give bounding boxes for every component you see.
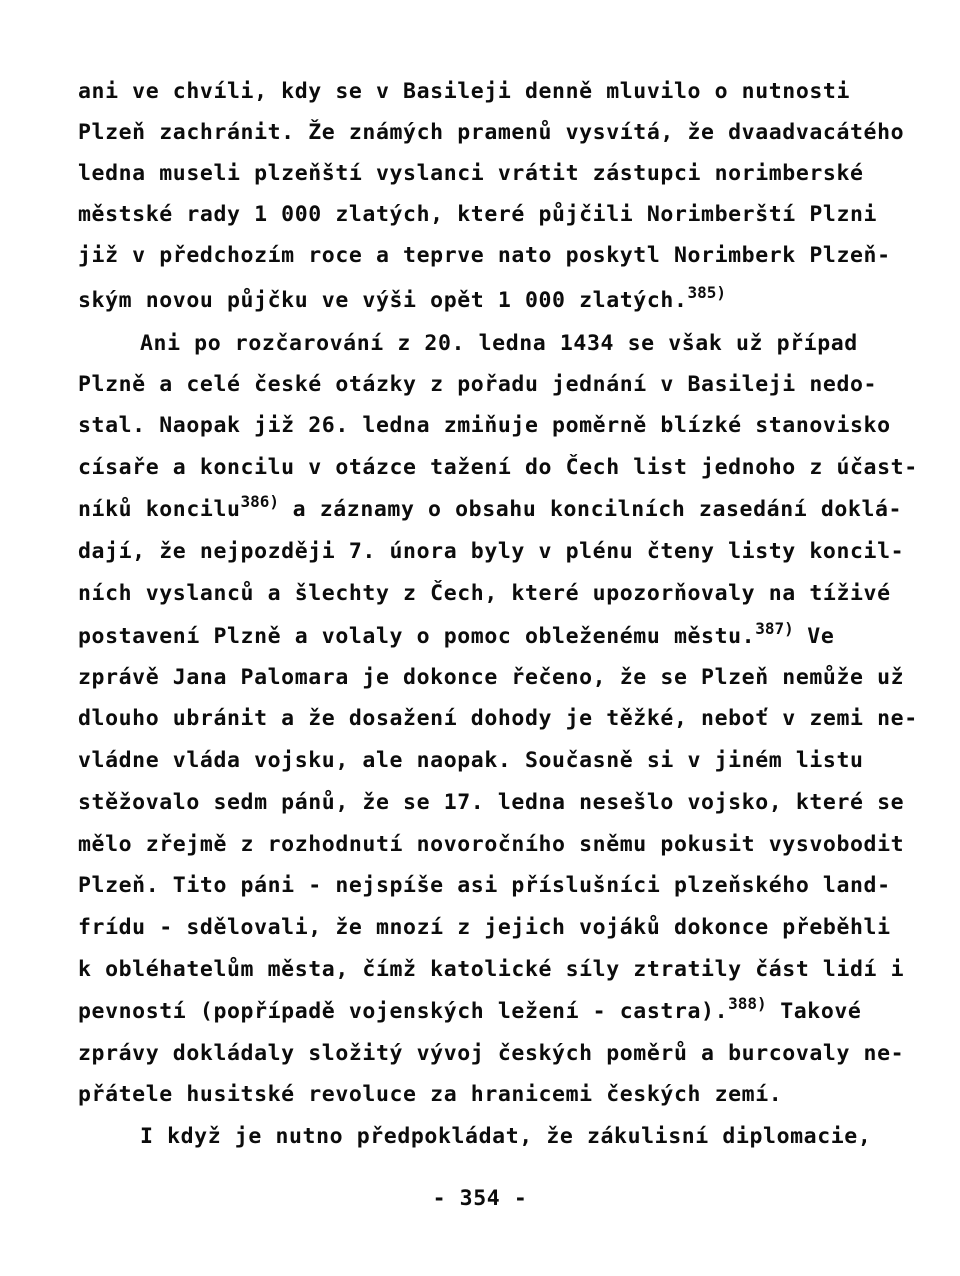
line-text: Takové [766, 999, 862, 1024]
text-line: zprávy dokládaly složitý vývoj českých poměrů a burcovaly ne- [78, 1041, 905, 1066]
text-line: k obléhatelům města, čímž katolické síly ztratily část lidí i [78, 957, 905, 982]
text-line: zprávě Jana Palomara je dokonce řečeno, že se Plzeň nemůže už [78, 665, 905, 690]
text-line: městské rady 1 000 zlatých, které půjčili Norimberští Plzni [78, 202, 878, 227]
text-line [78, 283, 727, 314]
text-line: stal. Naopak již 26. ledna zmiňuje poměrně blízké stanovisko [78, 413, 891, 438]
footnote-marker-388: 388) [728, 994, 767, 1013]
text-line: Plzeň. Tito páni - nejspíše asi příslušníci plzeňského land- [78, 873, 891, 898]
text-line [78, 619, 835, 650]
text-line: ledna museli plzeňští vyslanci vrátit zástupci norimberské [78, 161, 864, 186]
line-text: postavení Plzně a volaly o pomoc obleženému městu. [78, 624, 756, 649]
text-line: dají, že nejpozději 7. února byly v plénu čteny listy koncil- [78, 539, 905, 564]
text-line: ani ve chvíli, kdy se v Basileji denně mluvilo o nutnosti [78, 79, 851, 104]
text-line [78, 994, 862, 1025]
text-line: mělo zřejmě z rozhodnutí novoročního sněmu pokusit vysvobodit [78, 832, 905, 857]
text-line: přátele husitské revoluce za hranicemi českých zemí. [78, 1082, 783, 1107]
text-line: Plzně a celé české otázky z pořadu jednání v Basileji nedo- [78, 372, 878, 397]
footnote-marker-387: 387) [755, 619, 794, 638]
text-line: již v předchozím roce a teprve nato poskytl Norimberk Plzeň- [78, 243, 891, 268]
text-line [78, 492, 903, 523]
paragraph-start-line: I když je nutno předpokládat, že zákulisní diplomacie, [140, 1124, 872, 1149]
text-line: vládne vláda vojsku, ale naopak. Současně si v jiném listu [78, 748, 864, 773]
page-number: - 354 - [432, 1186, 528, 1211]
text-line: Plzeň zachránit. Že známých pramenů vysvítá, že dvaadvacátého [78, 120, 905, 145]
footnote-marker-386: 386) [240, 492, 280, 511]
paragraph-start-line: Ani po rozčarování z 20. ledna 1434 se však už případ [140, 331, 858, 356]
line-text: níků koncilu [78, 497, 241, 522]
text-line: stěžovalo sedm pánů, že se 17. ledna nesešlo vojsko, které se [78, 790, 905, 815]
text-line: frídu - sdělovali, že mnozí z jejich vojáků dokonce přeběhli [78, 915, 891, 940]
text-line: ních vyslanců a šlechty z Čech, které upozorňovaly na tíživé [78, 581, 891, 606]
line-text: Ve [793, 624, 835, 649]
text-line: dlouho ubránit a že dosažení dohody je těžké, neboť v zemi ne- [78, 706, 918, 731]
footnote-marker-385: 385) [687, 283, 727, 302]
text-line: císaře a koncilu v otázce tažení do Čech list jednoho z účast- [78, 455, 918, 480]
line-text: pevností (popřípadě vojenských ležení - castra). [78, 999, 729, 1024]
line-text: a záznamy o obsahu koncilních zasedání doklá- [279, 497, 903, 522]
line-text: ským novou půjčku ve výši opět 1 000 zlatých. [78, 288, 688, 313]
